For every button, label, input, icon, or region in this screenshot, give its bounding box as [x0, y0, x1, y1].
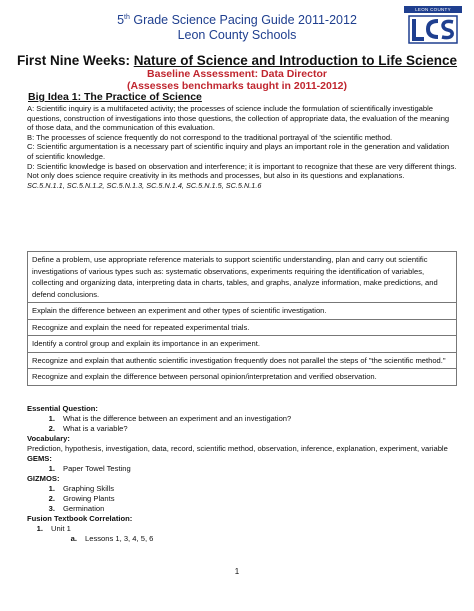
- list-number: 2.: [48, 424, 55, 433]
- fusion-heading: Fusion Textbook Correlation:: [27, 514, 133, 523]
- list-item: [27, 524, 457, 534]
- paragraph-c: C: Scientific argumentation is a necessary part of scientific inquiry and plays an important role in the generation and validation of scientific knowledge.: [27, 142, 450, 161]
- paragraph-d: D: Scientific knowledge is based on observation and interference; it is important to recognize that these are very different things. Not only does science require creativity in its methods and processes, but also in its questions and explanations.: [27, 161, 457, 181]
- list-letter: a.: [70, 534, 77, 543]
- title-topic: Nature of Science and Introduction to Life Science: [133, 53, 458, 68]
- vocabulary-list: Prediction, hypothesis, investigation, data, record, scientific method, observation, inference, explanation, experiment, variable: [27, 444, 448, 453]
- table-row: [28, 319, 457, 336]
- big-idea-heading: Big Idea 1: The Practice of Science: [28, 91, 202, 103]
- title-prefix: First Nine Weeks:: [16, 53, 134, 68]
- benchmark-standards-table: [27, 251, 457, 386]
- paragraph-a: A: Scientific inquiry is a multifaceted activity; the processes of science include the formulation of scientifically investigable questions, construction of investigations into those questions, the collection of appropriate data, the evaluation of the meaning of those data, and the communication of this evaluation.: [27, 104, 450, 133]
- table-row: [28, 252, 457, 303]
- table-row: [28, 352, 457, 369]
- grade-number: 5: [117, 13, 125, 28]
- lessons-label: Lessons 1, 3, 4, 5, 6: [85, 534, 154, 543]
- list-item-text: Germination: [63, 504, 105, 513]
- list-number: 1.: [48, 464, 55, 473]
- benchmark-codes: SC.5.N.1.1, SC.5.N.1.2, SC.5.N.1.3, SC.5.N.1.4, SC.5.N.1.5, SC.5.N.1.6: [27, 180, 262, 190]
- table-cell: Recognize and explain the need for repeated experimental trials.: [28, 319, 457, 336]
- document-header: [0, 10, 474, 43]
- vocabulary-heading: Vocabulary:: [27, 434, 70, 443]
- logo-text: LEON COUNTY: [404, 6, 462, 13]
- list-item-text: What is a variable?: [63, 424, 128, 433]
- header-school: Leon County Schools: [177, 28, 297, 43]
- grade-superscript: th: [124, 14, 130, 21]
- unit-label: Unit 1: [51, 524, 71, 533]
- resources-section: [27, 404, 457, 544]
- list-number: 1.: [36, 524, 43, 533]
- list-number: 2.: [48, 494, 55, 503]
- list-item-text: Graphing Skills: [63, 484, 115, 493]
- list-item: [27, 414, 457, 424]
- table-cell: Recognize and explain the difference between personal opinion/interpretation and verified observation.: [28, 369, 457, 386]
- baseline-assessment: Baseline Assessment: Data Director: [147, 68, 327, 80]
- table-cell: Explain the difference between an experiment and other types of scientific investigation.: [28, 303, 457, 320]
- table-row: [28, 369, 457, 386]
- list-number: 1.: [48, 484, 55, 493]
- table-row: [28, 336, 457, 353]
- district-logo: [404, 6, 462, 46]
- list-item: [27, 424, 457, 434]
- gizmos-heading: GIZMOS:: [27, 474, 60, 483]
- list-item-text: What is the difference between an experiment and an investigation?: [63, 414, 292, 423]
- list-item: [27, 484, 457, 494]
- table-cell: Identify a control group and explain its importance in an experiment.: [28, 336, 457, 353]
- list-item-text: Paper Towel Testing: [63, 464, 131, 473]
- assessment-note: (Assesses benchmarks taught in 2011-2012): [126, 80, 348, 92]
- logo-mark-icon: [408, 15, 458, 44]
- list-item-text: Growing Plants: [63, 494, 115, 503]
- list-number: 1.: [48, 414, 55, 423]
- table-row: [28, 303, 457, 320]
- document-title: [0, 53, 474, 69]
- list-item: [27, 464, 457, 474]
- table-cell: Define a problem, use appropriate reference materials to support scientific understanding, plan and carry out scientific investigations of various types such as: systematic observations, experiments requiring the identification of variables, collecting and organizing data, interpreting data in charts, tables, and graphs, analyze information, make predictions, and defend conclusions.: [28, 252, 457, 303]
- list-item: [27, 494, 457, 504]
- header-title: [0, 10, 474, 28]
- gems-heading: GEMS:: [27, 454, 52, 463]
- table-cell: Recognize and explain that authentic scientific investigation frequently does not parallel the steps of "the scientific method.": [28, 352, 457, 369]
- big-idea-description: [27, 104, 457, 190]
- essential-question-heading: Essential Question:: [27, 404, 98, 413]
- header-title-text: Grade Science Pacing Guide 2011-2012: [129, 13, 357, 28]
- list-item: [27, 504, 457, 514]
- page-number: 1: [234, 567, 240, 576]
- list-number: 3.: [48, 504, 55, 513]
- paragraph-b: B: The processes of science frequently do not correspond to the traditional portrayal of 'the scientific method.: [27, 132, 393, 142]
- list-item: [27, 534, 457, 544]
